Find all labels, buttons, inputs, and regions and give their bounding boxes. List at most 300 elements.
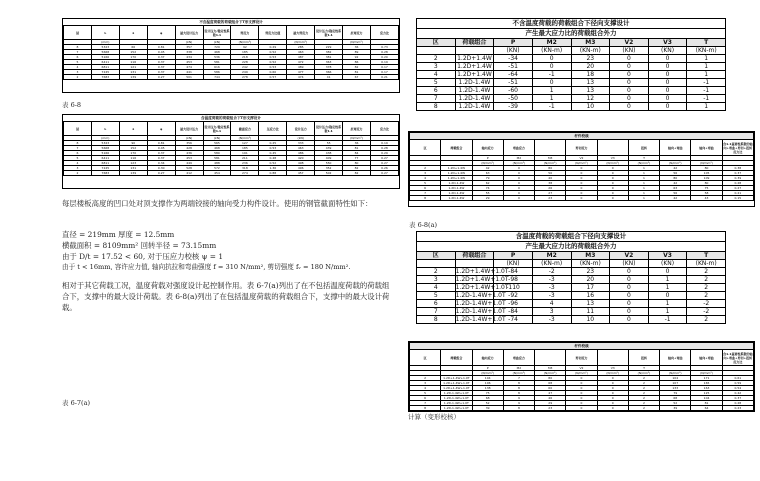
table-cell [417,47,456,55]
table-cell: 10 [571,316,610,324]
table-cell: 压应力比 [259,122,287,136]
table-cell: 131 [119,166,147,171]
table-cell: 29 [472,196,503,201]
table-cell: 1 [687,103,726,111]
table-cell: 29 [535,401,566,406]
table-cell: 区 [410,140,441,156]
table-cell: 1 [648,276,687,284]
table-cell: -84 [494,268,533,276]
table-cell: 131 [119,70,147,75]
table-cell: 1.2D+1.4W [441,171,472,176]
table-cell: 170 [119,151,147,156]
table-subtitle [417,29,726,39]
table-cell: 0 [610,316,649,324]
table-cell: 3 [64,166,92,171]
table-cell: -50 [494,95,533,103]
table-cell: 123 [119,161,147,166]
table-cell: 13 [571,300,610,308]
table-cell: 0 [566,171,597,176]
table-cell: M2 [503,156,534,161]
table-cell: 43 [691,196,722,201]
table-cell: 1 [532,95,571,103]
table-cell: 0.37 [147,60,175,65]
table-cell: 333 [287,141,315,146]
table-cell: 381 [315,55,343,60]
table-cell: 2 [687,276,726,284]
table-cell: 1.2D-1.4W [455,95,494,103]
table-cell: (KN-m) [687,47,726,55]
table-cell: 0 [597,386,628,391]
table-cell: 55 [472,191,503,196]
table-cell: 0 [610,71,649,79]
table-cell: 0 [597,381,628,386]
table-cell: 106 [472,381,503,386]
table-cell: 1 [687,63,726,71]
table-cell: -3 [532,284,571,292]
table-cell: 0 [610,292,649,300]
table-cell: 0.37 [147,156,175,161]
table-cell: L [91,122,119,136]
table-cell: 428 [175,146,203,151]
table-cell: 0.37 [147,151,175,156]
table-cell: 0.45 [147,146,175,151]
table-cell: 0 [597,401,628,406]
table-cell: 536 [203,55,231,60]
table-cell: V2 [610,39,649,47]
table-cell: -39 [494,103,533,111]
table-cell: 0 [648,87,687,95]
table-cell: V3 [648,252,687,260]
table-cell: 0.48 [259,156,287,161]
table-cell: 92 [231,45,259,50]
table-cell: 468 [203,146,231,151]
table-cell: (KN-m) [571,260,610,268]
table-cell: 68 [472,396,503,401]
table-cell: 扭转 [628,140,659,156]
table-cell: 0.45 [259,151,287,156]
table-cell: 1.2D-1.4W+1.0T [455,316,506,323]
table-cell: 0 [610,276,649,284]
table-cell: 0 [566,191,597,196]
table-cell: 16 [571,292,610,300]
table-cell: 1 [648,300,687,308]
table-cell: (KN-m) [532,260,571,268]
table-cell: 0 [597,196,628,201]
table-cell: 42 [660,181,691,186]
table-cell: 2 [64,75,92,80]
table-cell: 0.88 [259,171,287,176]
table-cell: 191 [231,151,259,156]
table-title-cell: 不含温度荷载的荷载组合下径向支撑设计 [417,19,726,29]
table-cell: 82 [343,166,371,171]
table-header-row [64,26,399,40]
table-cell: 382 [315,50,343,55]
table-cell: 0.45 [147,50,175,55]
table-cell: 1.2D-1.4W [441,186,472,191]
table-cell: 0.37 [147,65,175,70]
table-subtitle-cell: 产生最大应力比的荷载组合外力 [417,29,726,39]
table-cell: 7 [503,376,534,381]
table-cell: 6811 [91,65,119,70]
table-cell: 1 [628,171,659,176]
table-cell: 185 [231,146,259,151]
table-cell: 1.36 [259,166,287,171]
table-cell: 170 [119,55,147,60]
table-cell: 2 [410,376,441,381]
table-cell: 8 [410,196,441,201]
table-cell: 357 [175,45,203,50]
table-cell: 434 [175,55,203,60]
table-cell: 0.38 [722,166,753,171]
table-cell: M2 [532,252,571,260]
table-cell: 0.21 [722,191,753,196]
table-cell: 0 [610,284,649,292]
table-cell: 1.2D+1.4W+1.0T [441,376,472,381]
table-cell: 0 [648,268,687,276]
table-cell: M3 [571,252,610,260]
table-title-cell: 杆件校核 [410,133,754,140]
table-cell: 12 [571,95,610,103]
table-cell: 449 [175,161,203,166]
table-cell: 38 [535,181,566,186]
table-cell: 26 [535,186,566,191]
table-cell: 42 [472,166,503,171]
table-cell: 轴向应力 [472,350,503,366]
table-cell: 层 [64,26,92,40]
table-cell: 2 [417,55,456,63]
table-cell: -96 [494,300,533,308]
table-cell: 抗弯应力 [343,26,371,40]
table-cell: 77 [343,156,371,161]
table-a [62,18,400,93]
table-cell: 278 [231,75,259,80]
table-header-row [410,140,754,156]
table-cell: 剪应力 [231,26,259,40]
table-cell: 152 [119,50,147,55]
table-cell: 616 [203,65,231,70]
table-cell: 39 [472,406,503,411]
table-cell: 81 [343,146,371,151]
table-cell: 82 [343,171,371,176]
table-cell: 0.52 [259,50,287,55]
table-cell: M2 [503,366,534,371]
table-cell: 7245 [91,166,119,171]
table-cell: -2 [687,300,726,308]
table-cell: (kN) [203,136,231,141]
table-cell: 0.19 [370,60,398,65]
table-cell [417,260,456,268]
table-cell: T [687,39,726,47]
table-cell: 84 [343,151,371,156]
table-cell: 41 [315,75,343,80]
table-title [417,232,726,242]
table-cell: 0.52 [259,161,287,166]
table-cell: (kN) [175,40,203,45]
table-cell: 498 [287,161,315,166]
table-cell: 185 [231,50,259,55]
table-b-title: 含温度荷载的荷载组合下T形支撑设计 [201,116,261,120]
prop-line-2: 横截面积 = 8109mm² 回转半径 = 73.15mm [62,241,217,250]
table-cell: 0 [597,191,628,196]
table-cell: 0.59 [722,381,753,386]
table-cell: 0 [532,79,571,87]
table-cell: P [472,156,503,161]
table-cell: 338 [175,50,203,55]
table-cell: 1.2D-1.4W+1.0T [455,300,506,307]
table-cell: 1 [628,176,659,181]
table-cell: -3 [532,316,571,324]
table-cell: 1 [628,196,659,201]
table-cell: 13 [571,79,610,87]
table-cell: 0.30 [147,166,175,171]
table-cell: 5 [410,181,441,186]
table-cell: 63 [472,171,503,176]
table-cell: 0 [597,181,628,186]
table-cell: 设计压力/稳定性系数1.1 [315,122,343,136]
table-cell: 105 [691,171,722,176]
table-header-row [410,350,754,366]
table-e [416,231,726,324]
table-cell: 6411 [91,156,119,161]
table-cell: 轴向+弯曲 [660,140,691,156]
table-cell: (N/mm²) [660,161,691,166]
table-cell: 318 [231,166,259,171]
table-cell: 剪应力比值 [259,26,287,40]
table-header-row [417,39,726,47]
table-cell: 11 [571,308,610,316]
table-cell: 1 [648,284,687,292]
table-row [417,87,726,95]
table-b-grid [63,121,399,176]
table-cell: 66 [119,45,147,50]
table-cell: 47 [535,391,566,396]
table-cell: 7 [64,50,92,55]
table-cell: -2 [532,268,571,276]
table-cell: 3 [417,276,456,284]
table-cell: 23 [535,406,566,411]
table-cell: 81 [343,70,371,75]
table-cell: 274 [231,171,259,176]
table-cell: 23 [571,268,610,276]
table-cell: 52 [660,401,691,406]
table-cell: 489 [287,65,315,70]
table-cell: 4 [410,386,441,391]
table-cell: 0.20 [370,55,398,60]
table-cell: T [628,156,659,161]
table-cell: M3 [535,366,566,371]
table-cell: 0 [597,176,628,181]
table-cell: 52 [472,401,503,406]
table-cell: 扭转 [628,350,659,366]
table-cell: 1.2D-1.4W+1.0T [441,396,472,401]
table-units-row [417,47,726,55]
table-cell: 0 [610,55,649,63]
table-cell: 62 [472,181,503,186]
table-cell: 7245 [91,70,119,75]
table-cell: 55 [315,141,343,146]
table-cell: 229 [315,45,343,50]
table-cell: 2 [628,396,659,401]
table-cell: 1.2D+1.4W+1.0T [455,268,509,275]
table-cell: 0 [610,79,649,87]
table-cell: (N/mm²) [628,161,659,166]
table-cell: 82 [343,65,371,70]
table-cell: 20 [571,276,610,284]
table-cell: (N/mm²) [628,371,659,376]
table-cell: 60 [535,386,566,391]
table-cell: 412 [175,171,203,176]
caption-calc: 计算（变形校核） [408,413,460,421]
table-cell: 7 [410,401,441,406]
table-cell: V2 [610,252,649,260]
table-cell: 2 [628,406,659,411]
table-cell: 0.27 [370,156,398,161]
table-cell: 468 [203,50,231,55]
table-cell: 1.2D+1.4W+1.0T [441,386,472,391]
table-subtitle-cell: 产生最大应力比的荷载组合外力 [417,242,726,252]
table-cell: 74 [472,186,503,191]
table-cell: φ [147,122,175,136]
table-cell: 0.57 [259,75,287,80]
table-header-row [64,122,399,136]
table-cell: 75 [472,391,503,396]
table-cell: 80 [691,166,722,171]
table-cell: 0 [648,292,687,300]
table-cell: 211 [231,156,259,161]
table-cell: 0 [566,386,597,391]
table-cell: -1 [687,95,726,103]
table-cell: 581 [203,156,231,161]
table-cell: 0 [597,166,628,171]
table-cell: 0.53 [259,55,287,60]
table-cell: 7 [417,95,456,103]
table-cell: 8 [417,316,456,324]
table-cell: (KN-m) [532,47,571,55]
table-cell: 92 [343,55,371,60]
table-cell: 9 [503,396,534,401]
table-cell: 2 [410,166,441,171]
caption-6-8a: 表 6-8(a) [409,221,437,229]
table-cell: 463 [287,50,315,55]
table-cell: 2 [417,268,456,276]
table-cell: 366 [315,70,343,75]
table-cell: 0 [566,396,597,401]
table-cell: (N/mm²) [472,371,503,376]
table-cell: 441 [175,70,203,75]
table-cell: 23 [535,196,566,201]
table-cell: 8 [503,391,534,396]
table-cell: 0 [503,171,534,176]
table-cell: 0.27 [722,186,753,191]
table-cell: 1 [628,166,659,171]
table-cell: 0.19 [370,141,398,146]
table-cell: 应力比 [370,122,398,136]
table-cell: 2 [687,284,726,292]
table-cell: 轴向应力 [472,140,503,156]
table-e-grid [416,231,726,324]
table-d [408,131,755,207]
table-cell: 0.17 [370,65,398,70]
table-cell: 区 [417,252,456,260]
table-cell: 2 [628,376,659,381]
prop-line-3: 由于 D/t = 17.52 < 60, 对于压应力校核 ψ = 1 [62,252,224,261]
table-cell: 42 [660,166,691,171]
table-cell: 0 [503,196,534,201]
table-cell: (N/mm²) [691,371,722,376]
table-cell: 0.28 [722,401,753,406]
prop-line-1: 直径 = 219mm 厚度 = 12.5mm [62,230,175,239]
table-cell: 0 [566,381,597,386]
table-cell: 4 [417,71,456,79]
table-cell: 36 [343,141,371,146]
table-units-row [417,260,726,268]
table-cell: 2 [628,381,659,386]
table-cell: 1.2D+1.4W [457,63,492,70]
table-cell: 0 [610,63,649,71]
table-a-title: 不含温度荷载的荷载组合下T形支撑设计 [199,20,263,24]
table-cell: 5 [64,60,92,65]
table-cell: -60 [494,87,533,95]
table-cell: (N/mm²) [535,161,566,166]
table-cell [597,140,628,156]
table-cell: 27 [535,191,566,196]
table-cell: 0 [648,79,687,87]
table-cell: 0.60 [259,70,287,75]
table-cell: 249 [231,70,259,75]
table-cell: 80 [343,161,371,166]
table-cell: 439 [315,146,343,151]
table-cell: (N/mm²) [566,371,597,376]
table-cell: 设计压力/稳定性系数1.1 [203,26,231,40]
table-cell: 0 [597,186,628,191]
table-cell: 116 [119,60,147,65]
table-cell: 138 [472,386,503,391]
table-cell: 弯曲应力 [503,140,534,156]
table-cell: 2 [687,316,726,324]
table-cell: 荷载组合 [455,39,494,47]
table-cell: 8 [503,381,534,386]
table-cell: 3 [410,171,441,176]
table-cell: 572 [203,166,231,171]
table-cell: 1 [628,191,659,196]
table-cell: (N/mm²) [691,161,722,166]
table-cell: 63 [660,186,691,191]
table-cell: 1 [628,186,659,191]
table-cell: 区 [410,350,441,366]
table-cell: 区 [417,39,456,47]
table-cell: 1.2D-1.4W [441,191,472,196]
table-cell: 40 [535,176,566,181]
table-cell [455,260,494,268]
table-cell: 0.61 [722,376,753,381]
table-cell: 68 [660,396,691,401]
table-cell: (KN-m) [687,260,726,268]
table-cell: 7 [410,191,441,196]
table-cell: 6 [410,396,441,401]
table-cell: P [494,252,533,260]
table-cell: 104 [472,376,503,381]
table-cell: 4 [532,300,571,308]
table-cell: -51 [494,63,533,71]
table-cell: 550 [315,161,343,166]
table-cell: 0 [648,55,687,63]
table-row [417,79,726,87]
table-cell: (KN) [648,47,687,55]
table-cell: 1.2D+1.4W [441,176,472,181]
table-cell: 1.2D+1.4W+1.0T [455,276,509,283]
table-cell: 2 [64,171,92,176]
table-cell: 截面应力 [231,122,259,136]
